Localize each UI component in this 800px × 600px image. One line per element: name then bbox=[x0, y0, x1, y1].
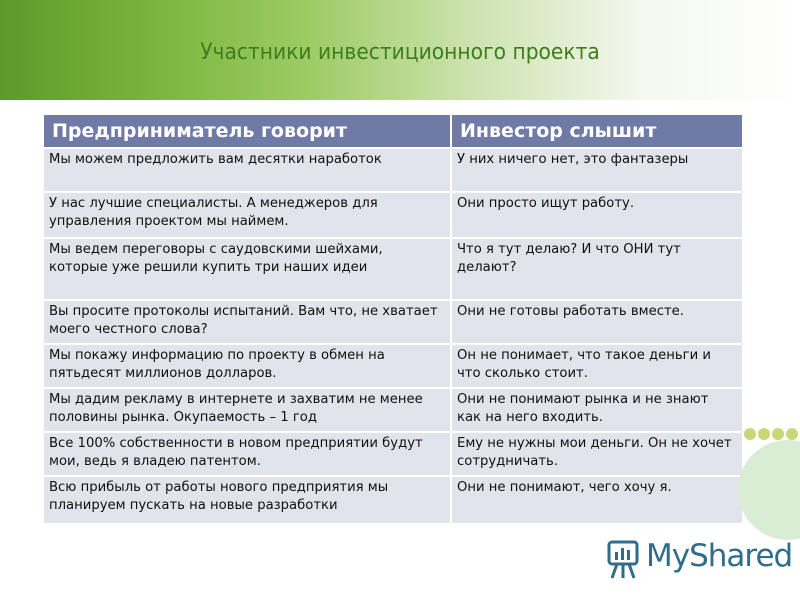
investor-hears-cell: Они не понимают рынка и не знают как на него входить. bbox=[451, 388, 743, 432]
column-header-investor: Инвестор слышит bbox=[451, 114, 743, 148]
table-row bbox=[43, 344, 743, 388]
table-row bbox=[43, 192, 743, 238]
table-row bbox=[43, 432, 743, 476]
entrepreneur-says-cell: Мы покажу информацию по проекту в обмен на пятьдесят миллионов долларов. bbox=[43, 344, 451, 388]
table-header-row bbox=[43, 114, 743, 148]
investor-hears-cell: Они просто ищут работу. bbox=[451, 192, 743, 238]
entrepreneur-says-cell: У нас лучшие специалисты. А менеджеров для управления проектом мы наймем. bbox=[43, 192, 451, 238]
decorative-dot bbox=[744, 428, 756, 440]
entrepreneur-says-cell: Мы ведем переговоры с саудовскими шейхами, которые уже решили купить три наших идеи bbox=[43, 238, 451, 300]
table-row bbox=[43, 476, 743, 524]
decorative-dot bbox=[772, 428, 784, 440]
entrepreneur-says-cell: Мы можем предложить вам десятки наработок bbox=[43, 148, 451, 192]
entrepreneur-says-cell: Всю прибыль от работы нового предприятия мы планируем пускать на новые разработки bbox=[43, 476, 451, 524]
slide-title: Участники инвестиционного проекта bbox=[200, 40, 600, 65]
presentation-board-icon bbox=[606, 538, 642, 582]
decorative-dot bbox=[758, 428, 770, 440]
decorative-dot bbox=[786, 428, 798, 440]
entrepreneur-says-cell: Мы дадим рекламу в интернете и захватим не менее половины рынка. Окупаемость – 1 год bbox=[43, 388, 451, 432]
entrepreneur-says-cell: Все 100% собственности в новом предприятии будут мои, ведь я владею патентом. bbox=[43, 432, 451, 476]
column-header-entrepreneur: Предприниматель говорит bbox=[43, 114, 451, 148]
entrepreneur-says-cell: Вы просите протоколы испытаний. Вам что, не хватает моего честного слова? bbox=[43, 300, 451, 344]
investor-hears-cell: Он не понимает, что такое деньги и что сколько стоит. bbox=[451, 344, 743, 388]
comparison-table bbox=[42, 113, 744, 525]
decorative-circle bbox=[738, 440, 800, 540]
table-row bbox=[43, 300, 743, 344]
investor-hears-cell: Они не готовы работать вместе. bbox=[451, 300, 743, 344]
myshared-logo-text: MyShared bbox=[646, 538, 793, 574]
table-row bbox=[43, 238, 743, 300]
investor-hears-cell: У них ничего нет, это фантазеры bbox=[451, 148, 743, 192]
myshared-watermark bbox=[606, 538, 793, 582]
investor-hears-cell: Они не понимают, чего хочу я. bbox=[451, 476, 743, 524]
investor-hears-cell: Что я тут делаю? И что ОНИ тут делают? bbox=[451, 238, 743, 300]
table-row bbox=[43, 388, 743, 432]
table-row bbox=[43, 148, 743, 192]
investor-hears-cell: Ему не нужны мои деньги. Он не хочет сотрудничать. bbox=[451, 432, 743, 476]
